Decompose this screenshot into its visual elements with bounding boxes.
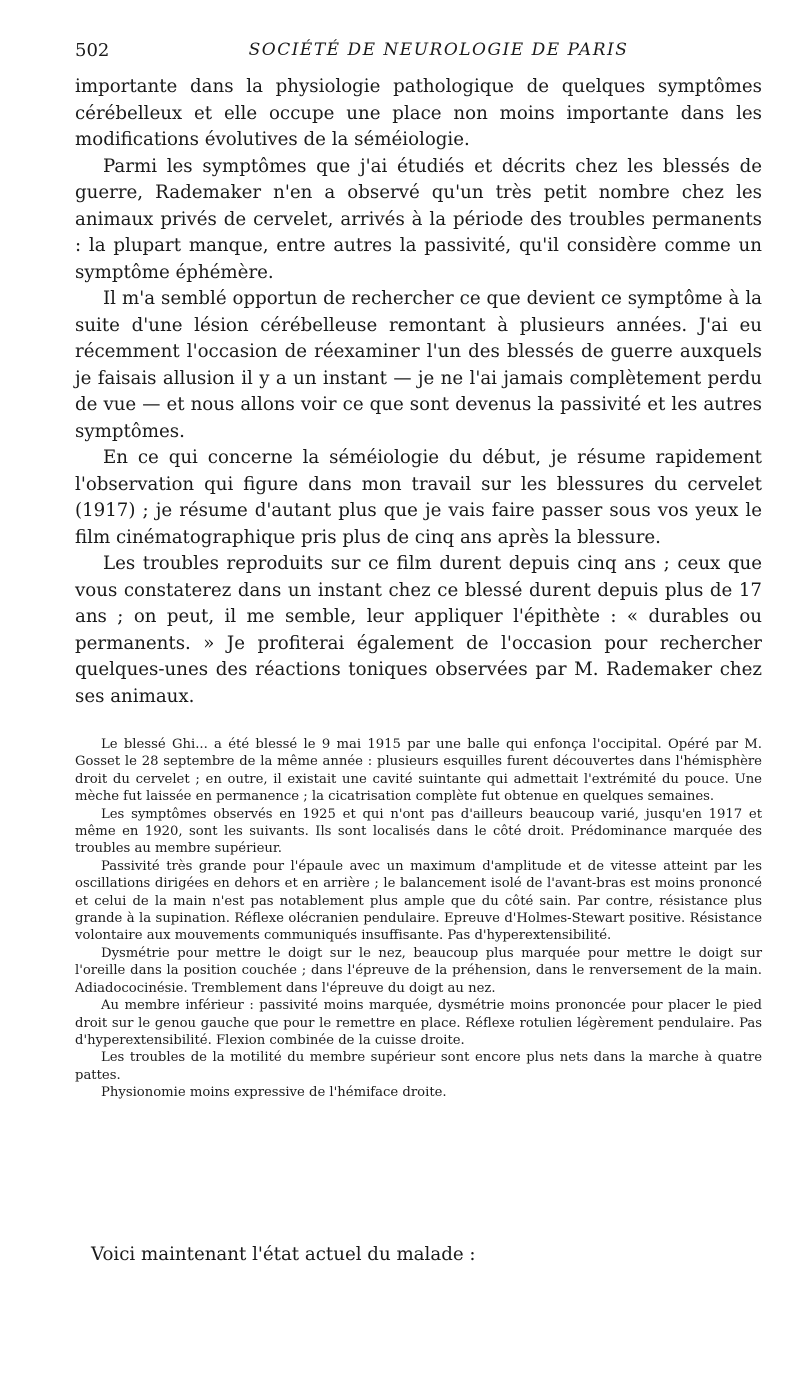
main-text (75, 74, 762, 710)
note-paragraph: Le blessé Ghi... a été blessé le 9 mai 1915 par une balle qui enfonça l'occipital. Opéré par M. Gosset le 28 septembre de la même année : plusieurs esquilles furent découvertes dans l'hémisphère droit du cervelet ; en outre, il existait une cavité suintante qui admettait l'extrémité du pouce. Une mèche fut laissée en permanence ; la cicatrisation complète fut obtenue en quelques semaines. (75, 737, 762, 805)
note-paragraph: Au membre inférieur : passivité moins marquée, dysmétrie moins prononcée pour placer le pied droit sur le genou gauche que pour le remettre en place. Réflexe rotulien légèrement pendulaire. Pas d'hyperextensibilité. Flexion combinée de la cuisse droite. (75, 998, 762, 1048)
note-paragraph: Physionomie moins expressive de l'hémiface droite. (101, 1085, 447, 1101)
running-head: SOCIÉTÉ DE NEUROLOGIE DE PARIS (248, 40, 629, 60)
paragraph: Il m'a semblé opportun de rechercher ce que devient ce symptôme à la suite d'une lésion cérébelleuse remontant à plusieurs années. J'ai eu récemment l'occasion de réexaminer l'un des blessés de guerre auxquels je faisais allusion il y a un instant — je ne l'ai jamais complètement perdu de vue — et nous allons voir ce que sont devenus la passivité et les autres symptômes. (75, 288, 762, 442)
page-number: 502 (75, 40, 110, 61)
note-paragraph: Passivité très grande pour l'épaule avec un maximum d'amplitude et de vitesse atteint par les oscillations dirigées en dehors et en arrière ; le balancement isolé de l'avant-bras est moins prononcé et celui de la main n'est pas notablement plus ample que du côté sain. Par contre, résistance plus grande à la supination. Réflexe olécranien pendulaire. Epreuve d'Holmes-Stewart positive. Résistance volontaire aux mouvements communiqués insuffisante. Pas d'hyperextensibilité. (75, 858, 762, 944)
paragraph: importante dans la physiologie pathologique de quelques symptômes cérébelleux et elle occupe une place non moins importante dans les modifications évolutives de la séméiologie. (75, 76, 762, 150)
paragraph: En ce qui concerne la séméiologie du début, je résume rapidement l'observation qui figure dans mon travail sur les blessures du cervelet (1917) ; je résume d'autant plus que je vais faire passer sous vos yeux le film cinématographique pris plus de cinq ans après la blessure. (75, 447, 762, 548)
closing-line: Voici maintenant l'état actuel du malade : (91, 1244, 476, 1265)
case-notes (75, 736, 762, 1102)
page-header (75, 40, 762, 74)
paragraph: Parmi les symptômes que j'ai étudiés et décrits chez les blessés de guerre, Rademaker n'en a observé qu'un très petit nombre chez les animaux privés de cervelet, arrivés à la période des troubles permanents : la plupart manque, entre autres la passivité, qu'il considère comme un symptôme éphémère. (75, 155, 762, 283)
note-paragraph: Les symptômes observés en 1925 et qui n'ont pas d'ailleurs beaucoup varié, jusqu'en 1917 et même en 1920, sont les suivants. Ils sont localisés dans le côté droit. Prédominance marquée des troubles au membre supérieur. (75, 806, 762, 857)
note-paragraph: Dysmétrie pour mettre le doigt sur le nez, beaucoup plus marquée pour mettre le doigt sur l'oreille dans la position couchée ; dans l'épreuve de la préhension, dans le renversement de la main. Adiadococinésie. Tremblement dans l'épreuve du doigt au nez. (75, 945, 762, 996)
paragraph: Les troubles reproduits sur ce film durent depuis cinq ans ; ceux que vous constaterez dans un instant chez ce blessé durent depuis plus de 17 ans ; on peut, il me semble, leur appliquer l'épithète : « durables ou permanents. » Je profiterai également de l'occasion pour rechercher quelques-unes des réactions toniques observées par M. Rademaker chez ses animaux. (75, 553, 762, 707)
note-paragraph: Les troubles de la motilité du membre supérieur sont encore plus nets dans la marche à quatre pattes. (75, 1050, 762, 1083)
